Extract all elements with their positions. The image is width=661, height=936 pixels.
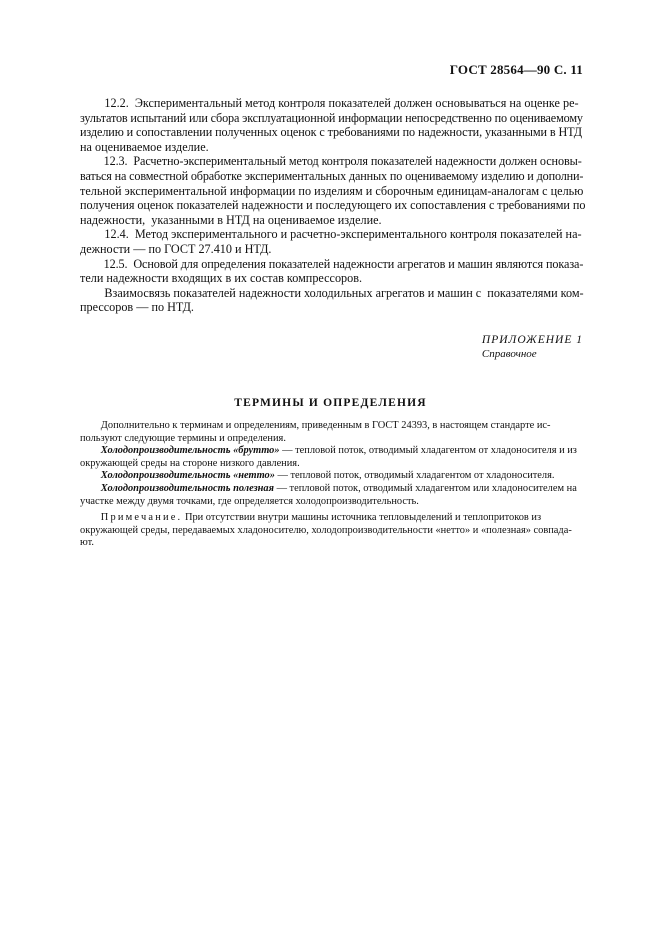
definition-text: участке между двумя точками, где определяется холодопроизводительность.	[80, 495, 419, 507]
text-line	[80, 525, 585, 538]
text-line: 12.3. Расчетно-экспериментальный метод контроля показателей надежности должен основы-	[80, 154, 582, 169]
terms-section-title: ТЕРМИНЫ И ОПРЕДЕЛЕНИЯ	[234, 397, 427, 409]
definition-text: — тепловой поток, отводимый хладагентом от хладоносителя и из	[279, 445, 577, 457]
text-line: 12.2. Экспериментальный метод контроля показателей должен основываться на оценке ре-	[80, 96, 579, 110]
definitions-intro	[80, 420, 585, 445]
text-line: на оцениваемое изделие.	[80, 139, 209, 154]
definitions-note	[80, 512, 585, 550]
note-text: При отсутствии внутри машины источника тепловыделений и теплопритоков из	[182, 512, 542, 524]
text-line	[80, 512, 585, 525]
text-line: 12.4. Метод экспериментального и расчетно-экспериментального контроля показателей на-	[80, 227, 582, 242]
document-reference: ГОСТ 28564—90 С. 11	[449, 62, 583, 77]
text-line	[80, 537, 585, 550]
note-label: Примечание.	[100, 512, 183, 524]
text-line	[80, 458, 585, 471]
definition-item	[80, 445, 585, 470]
text-line: тельной экспериментальной информации по изделиям и сборочным единицам-аналогам с целью	[80, 183, 584, 198]
text-line	[80, 445, 585, 458]
section-12-text	[80, 96, 585, 315]
text-line	[80, 496, 585, 509]
text-line: зультатов испытаний или сбора эксплуатационной информации непосредственно по оцениваемому	[80, 110, 583, 125]
text-line: тели надежности входящих в их состав компрессоров.	[80, 271, 363, 286]
page-header	[450, 62, 583, 78]
appendix-label	[482, 333, 583, 361]
appendix-subtitle: Справочное	[481, 348, 537, 360]
text-line: Взаимосвязь показателей надежности холодильных агрегатов и машин с показателями ком-	[80, 285, 584, 300]
indent	[80, 512, 101, 523]
definition-term: Холодопроизводительность полезная	[100, 482, 274, 494]
paragraph	[80, 286, 585, 315]
note-text: окружающей среды, передаваемых хладоносителю, холодопроизводительности «нетто» и «полезная» совпада-	[80, 524, 572, 536]
paragraph	[80, 96, 585, 154]
paragraph	[80, 257, 585, 286]
text-line: надежности, указанными в НТД на оцениваемое изделие.	[80, 212, 382, 227]
appendix-title: ПРИЛОЖЕНИЕ 1	[481, 334, 583, 346]
text-line: получения оценок показателей надежности и последующего их сопоставления с требованиями по	[80, 198, 586, 213]
text-line	[80, 483, 585, 496]
text-line: прессоров — по НТД.	[80, 300, 194, 315]
paragraph	[80, 154, 585, 227]
definition-item	[80, 483, 585, 508]
terms-definitions	[80, 420, 585, 550]
definition-text: окружающей среды на стороне низкого давления.	[80, 457, 300, 469]
text-line: пользуют следующие термины и определения.	[80, 432, 286, 444]
indent	[80, 445, 101, 456]
definition-term: Холодопроизводительность «нетто»	[100, 470, 275, 482]
text-line: Дополнительно к терминам и определениям, приведенным в ГОСТ 24393, в настоящем стандарте ис-	[80, 420, 551, 431]
definition-text: — тепловой поток, отводимый хладагентом или хладоносителем на	[273, 482, 577, 494]
text-line: дежности — по ГОСТ 27.410 и НТД.	[80, 241, 272, 256]
paragraph	[80, 227, 585, 256]
note-text: ют.	[80, 537, 94, 549]
text-line: ваться на совместной обработке экспериментальных данных по оцениваемому изделию и дополни-	[80, 168, 584, 183]
definition-text: — тепловой поток, отводимый хладагентом от хладоносителя.	[274, 470, 555, 482]
definition-term: Холодопроизводительность «брутто»	[100, 445, 280, 457]
definition-item	[80, 470, 585, 483]
indent	[80, 483, 101, 494]
text-line: изделию и сопоставлении полученных оценок с требованиями по надежности, указанными в НТД	[80, 125, 582, 140]
indent	[80, 470, 101, 481]
text-line	[80, 470, 585, 483]
text-line: 12.5. Основой для определения показателей надежности агрегатов и машин являются показа-	[80, 256, 584, 271]
